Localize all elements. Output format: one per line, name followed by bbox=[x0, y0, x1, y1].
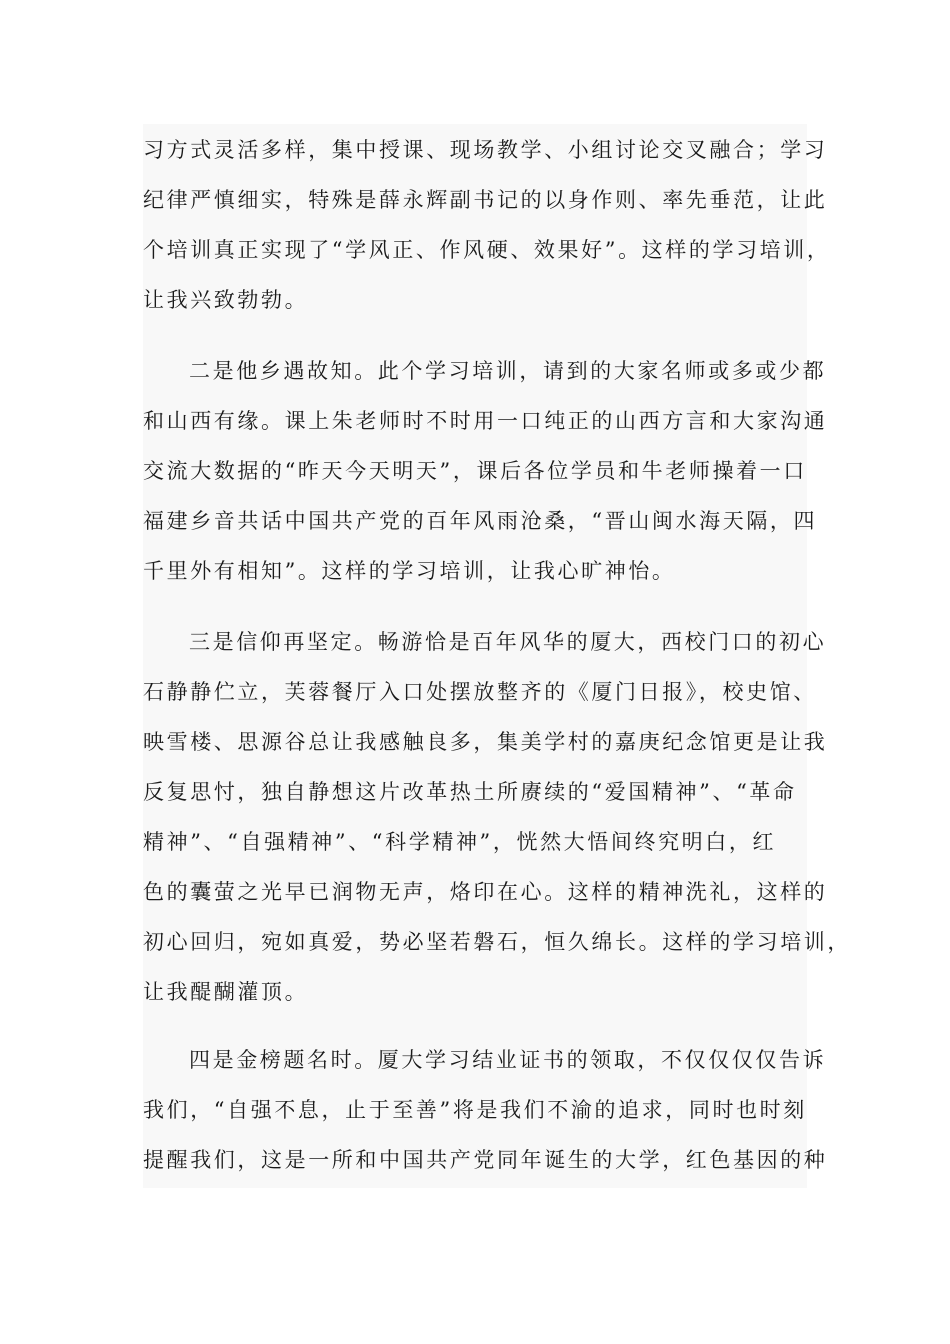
text-line: 映雪楼、思源谷总让我感触良多，集美学村的嘉庚纪念馆更是让我 bbox=[143, 730, 828, 754]
text-line: 让我兴致勃勃。 bbox=[143, 288, 309, 312]
text-line: 让我醍醐灌顶。 bbox=[143, 980, 309, 1004]
text-line: 个培训真正实现了“学风正、作风硬、效果好”。这样的学习培训， bbox=[143, 238, 831, 262]
text-line: 二是他乡遇故知。此个学习培训，请到的大家名师或多或少都 bbox=[189, 359, 827, 383]
text-line: 初心回归，宛如真爱，势必坚若磐石，恒久绵长。这样的学习培训， bbox=[143, 930, 851, 954]
text-line: 四是金榜题名时。厦大学习结业证书的领取，不仅仅仅仅告诉 bbox=[189, 1048, 827, 1072]
text-line: 三是信仰再坚定。畅游恰是百年风华的厦大，西校门口的初心 bbox=[189, 630, 827, 654]
text-line: 色的囊萤之光早已润物无声，烙印在心。这样的精神洗礼，这样的 bbox=[143, 880, 828, 904]
text-line: 习方式灵活多样，集中授课、现场教学、小组讨论交叉融合；学习 bbox=[143, 138, 828, 162]
text-line: 精神”、“自强精神”、“科学精神”，恍然大悟间终究明白，红 bbox=[143, 830, 777, 854]
document-text-area bbox=[143, 124, 851, 1188]
paragraph-firmer-belief bbox=[143, 617, 851, 1017]
text-line: 我们，“自强不息，止于至善”将是我们不渝的追求，同时也时刻 bbox=[143, 1098, 807, 1122]
text-line: 石静静伫立，芙蓉餐厅入口处摆放整齐的《厦门日报》，校史馆、 bbox=[143, 680, 817, 704]
text-line: 福建乡音共话中国共产党的百年风雨沧桑，“晋山闽水海天隔，四 bbox=[143, 509, 818, 533]
text-line: 和山西有缘。课上朱老师时不时用一口纯正的山西方言和大家沟通 bbox=[143, 409, 828, 433]
text-line: 千里外有相知”。这样的学习培训，让我心旷神怡。 bbox=[143, 559, 676, 583]
paragraph-meeting-old-friends bbox=[143, 346, 828, 596]
text-line: 交流大数据的“昨天今天明天”，课后各位学员和牛老师操着一口 bbox=[143, 459, 807, 483]
text-line: 反复思忖，独自静想这片改革热土所赓续的“爱国精神”、“革命 bbox=[143, 780, 797, 804]
paragraph-graduation bbox=[143, 1035, 828, 1185]
text-line: 提醒我们，这是一所和中国共产党同年诞生的大学，红色基因的种 bbox=[143, 1148, 828, 1172]
text-line: 纪律严慎细实，特殊是薛永辉副书记的以身作则、率先垂范，让此 bbox=[143, 188, 828, 212]
paragraph-study-style bbox=[143, 125, 831, 325]
